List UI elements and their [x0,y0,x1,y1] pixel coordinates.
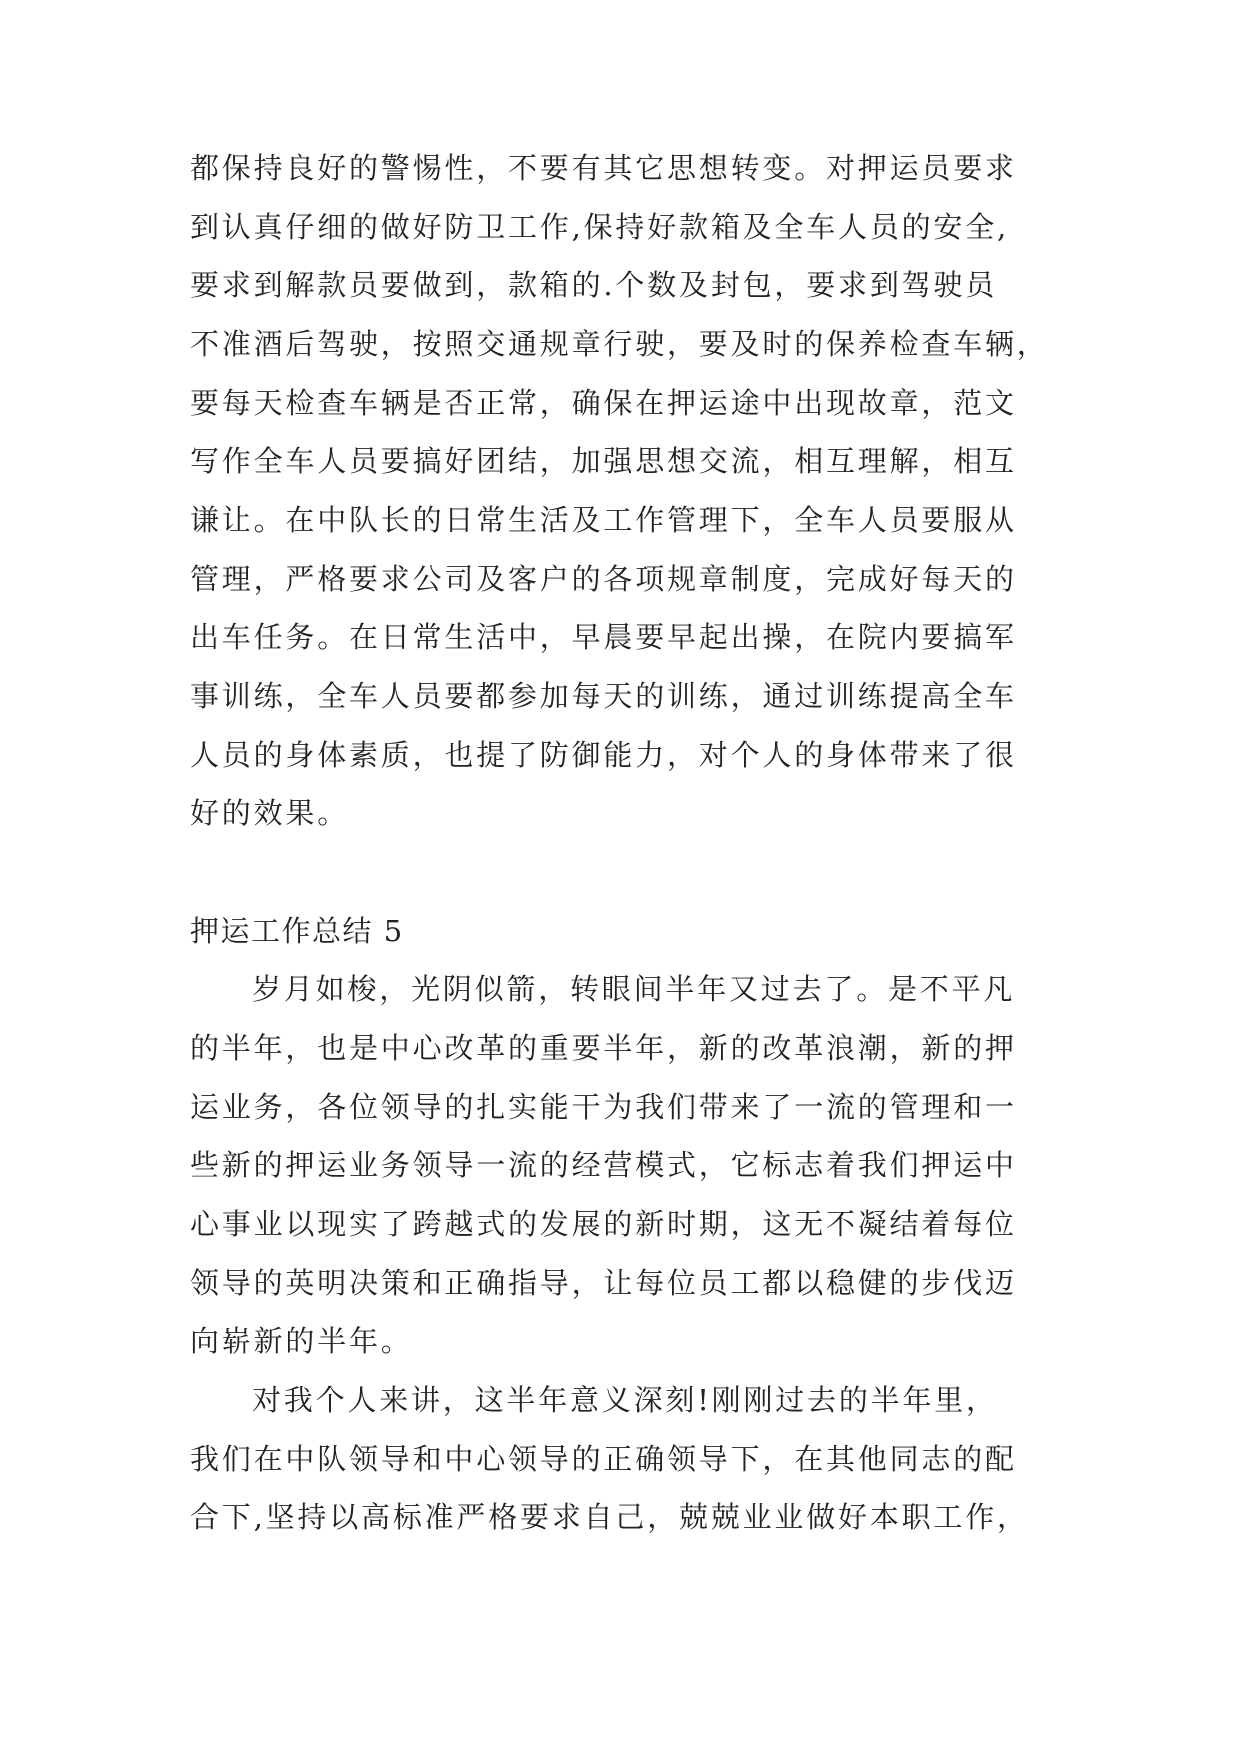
paragraph-line: 不准酒后驾驶，按照交通规章行驶，要及时的保养检查车辆， [190,327,1049,361]
section-heading: 押运工作总结 5 [190,914,404,948]
paragraph-line: 写作全车人员要搞好团结，加强思想交流，相互理解，相互 [190,444,1017,478]
paragraph-line: 谦让。在中队长的日常生活及工作管理下，全车人员要服从 [190,503,1017,537]
paragraph-line: 出车任务。在日常生活中，早晨要早起出操，在院内要搞军 [190,620,1017,654]
paragraph-line: 岁月如梭，光阴似箭，转眼间半年又过去了。是不平凡 [252,972,1016,1006]
paragraph-line: 人员的身体素质，也提了防御能力，对个人的身体带来了很 [190,738,1017,772]
paragraph-line: 领导的英明决策和正确指导，让每位员工都以稳健的步伐迈 [190,1266,1017,1300]
paragraph-line: 到认真仔细的做好防卫工作,保持好款箱及全车人员的安全, [190,210,1010,244]
paragraph-line: 要每天检查车辆是否正常，确保在押运途中出现故章，范文 [190,386,1017,420]
paragraph-line: 对我个人来讲，这半年意义深刻!刚刚过去的半年里， [252,1383,998,1417]
paragraph-line: 些新的押运业务领导一流的经营模式，它标志着我们押运中 [190,1148,1017,1182]
paragraph-line: 的半年，也是中心改革的重要半年，新的改革浪潮，新的押 [190,1031,1017,1065]
paragraph-line: 好的效果。 [190,796,350,830]
paragraph-line: 心事业以现实了跨越式的发展的新时期，这无不凝结着每位 [190,1207,1017,1241]
paragraph-line: 要求到解款员要做到，款箱的.个数及封包，要求到驾驶员 [190,268,998,302]
paragraph-line: 我们在中队领导和中心领导的正确领导下，在其他同志的配 [190,1442,1017,1476]
paragraph-line: 都保持良好的警惕性，不要有其它思想转变。对押运员要求 [190,151,1017,185]
paragraph-line: 管理，严格要求公司及客户的各项规章制度，完成好每天的 [190,562,1017,596]
paragraph-line: 向崭新的半年。 [190,1324,413,1358]
paragraph-line: 运业务，各位领导的扎实能干为我们带来了一流的管理和一 [190,1090,1017,1124]
paragraph-line: 事训练，全车人员要都参加每天的训练，通过训练提高全车 [190,679,1017,713]
paragraph-line: 合下,坚持以高标准严格要求自己，兢兢业业做好本职工作， [190,1500,1029,1534]
